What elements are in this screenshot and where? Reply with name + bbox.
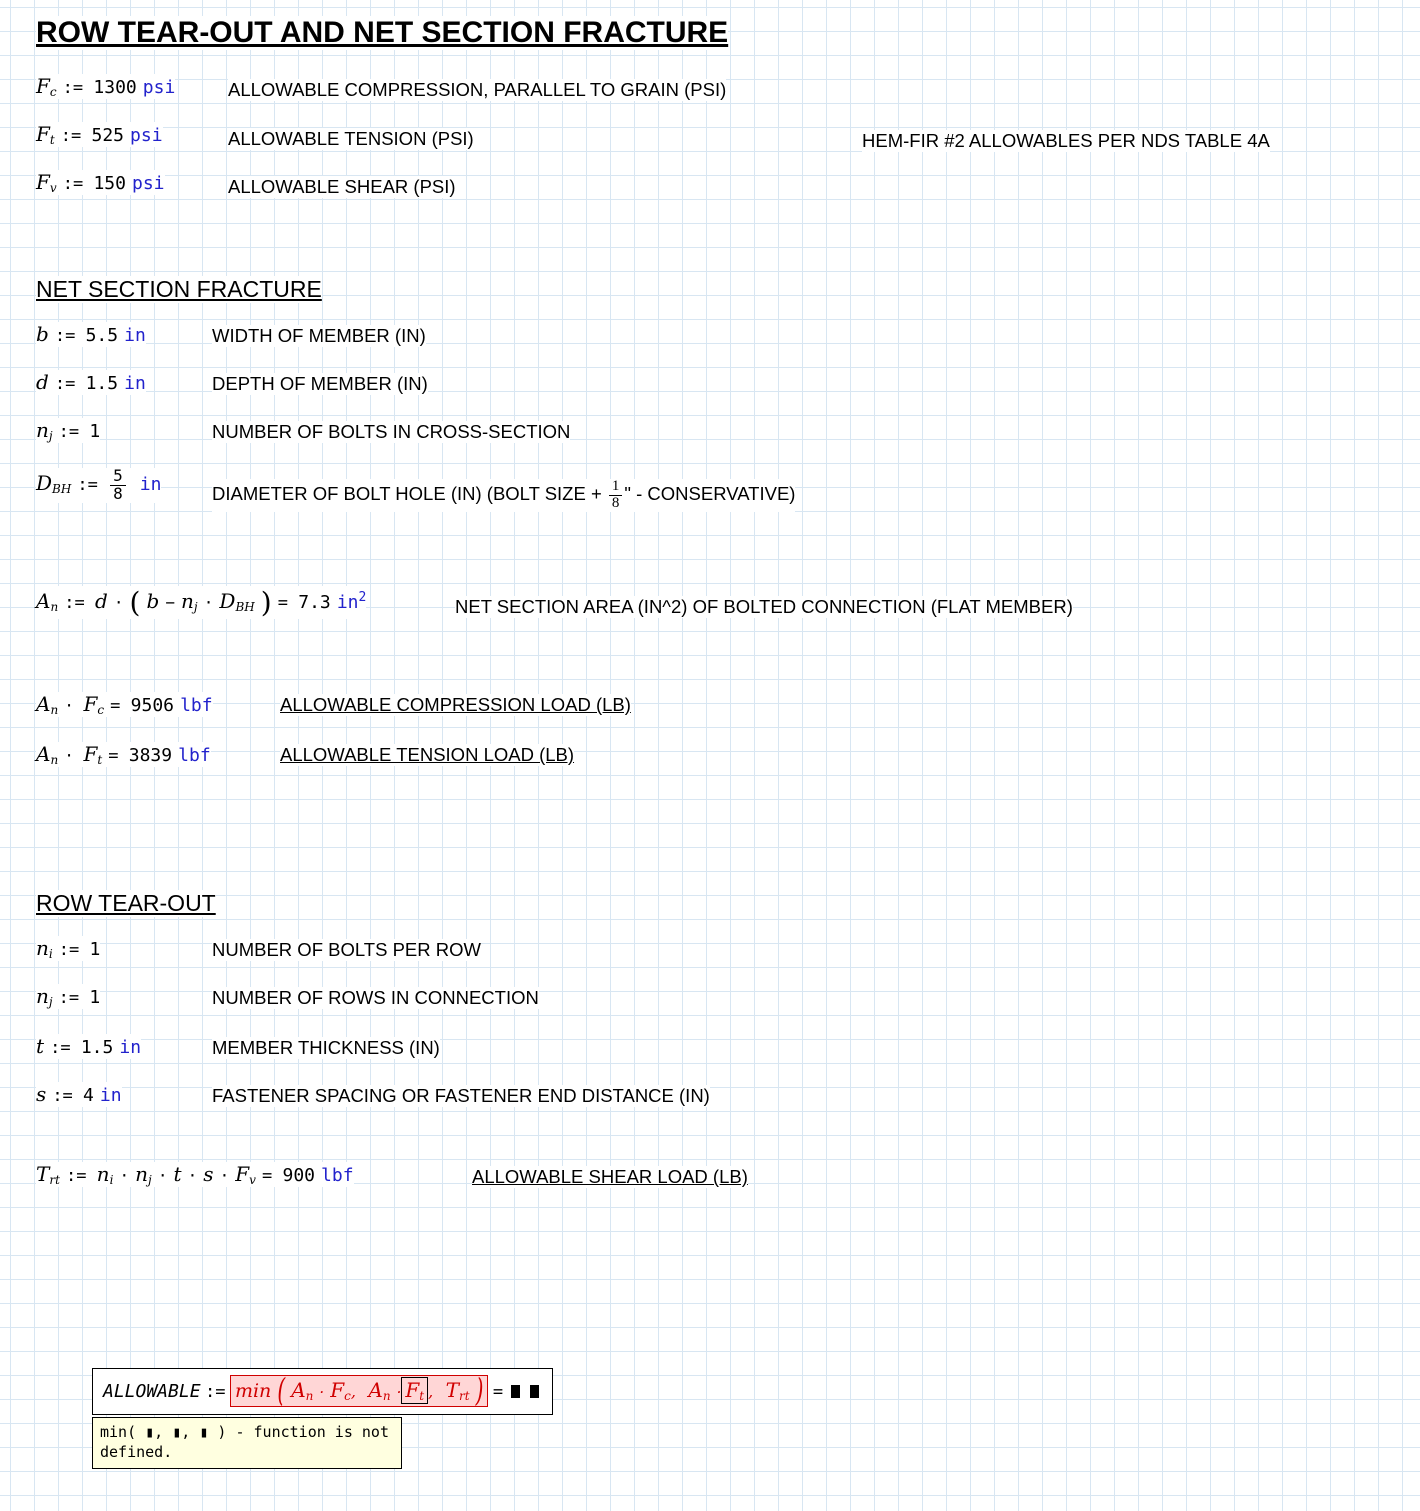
allowable-label: ALLOWABLE: [103, 1381, 201, 1402]
ft-description: ALLOWABLE TENSION (PSI): [228, 128, 474, 149]
ni-value: 1: [89, 939, 101, 960]
fc-value: 1300: [93, 77, 137, 98]
allowable-tension-value: 3839: [128, 745, 173, 766]
net-area-value: 7.3: [298, 592, 331, 613]
dbh-fraction: [110, 468, 126, 503]
fv-description: ALLOWABLE SHEAR (PSI): [228, 176, 456, 197]
equation-allowable-tension[interactable]: $A_n \cdot F_t = 3839$ lbf: [36, 742, 211, 767]
fc-unit: psi: [142, 77, 176, 98]
nj-subscript: j: [48, 429, 53, 443]
dbh-numerator: 5: [113, 466, 123, 485]
equation-allowable-compression[interactable]: $A_n \cdot F_c = 9506$ lbf: [36, 692, 213, 717]
equation-net-area[interactable]: $A_n$ := d · ( $b - n_j \cdot D_{BH}$ ) = 7.3 $in^2$: [36, 586, 367, 619]
b-unit: in: [124, 325, 146, 346]
trt-value: 900: [282, 1165, 315, 1186]
dbh-description: [212, 479, 795, 512]
selected-term-ft[interactable]: $F_t$: [401, 1377, 428, 1404]
ni-subscript: i: [48, 947, 53, 961]
an-sub-1: n: [50, 703, 59, 717]
allowable-equals: =: [492, 1382, 504, 1402]
allowable-compression-unit: lbf: [180, 695, 213, 716]
input-dbh-row[interactable]: $D_{BH}$ := $\frac{5}{8}$ in: [36, 466, 162, 503]
an-sub-2: n: [50, 753, 59, 767]
d-unit: in: [124, 373, 146, 394]
fv-unit: psi: [132, 173, 165, 194]
allowable-fc-row[interactable]: $F_c$ := 1300 psi: [36, 74, 176, 99]
dbh-subscript: BH: [52, 482, 72, 497]
equation-row-tear-out[interactable]: $T_{rt}$ := $n_i \cdot n_j \cdot t \cdot s \cdot F_v = 900$ lbf: [36, 1162, 354, 1187]
result-placeholder-1[interactable]: [511, 1385, 520, 1398]
input-nj-cross-row[interactable]: $n_j$ := 1: [36, 418, 101, 443]
trt-description: ALLOWABLE SHEAR LOAD (LB): [472, 1166, 748, 1187]
min-function-name: min: [234, 1380, 272, 1402]
input-s-row[interactable]: s := 4 in: [36, 1082, 122, 1106]
allowable-min-region[interactable]: [92, 1368, 553, 1415]
nj2-value: 1: [89, 987, 101, 1008]
dbh-desc-den: 8: [611, 494, 620, 511]
species-note: HEM-FIR #2 ALLOWABLES PER NDS TABLE 4A: [862, 130, 1270, 151]
t-description: MEMBER THICKNESS (IN): [212, 1037, 440, 1058]
allowable-ft-row[interactable]: $F_t$ := 525 psi: [36, 122, 163, 147]
dbh-desc-fraction: [609, 479, 623, 512]
allowable-assign: :=: [205, 1382, 226, 1402]
section-heading-net-section: NET SECTION FRACTURE: [36, 276, 322, 302]
t-unit: in: [119, 1037, 142, 1058]
s-unit: in: [99, 1085, 122, 1106]
net-area-unit: in: [336, 592, 359, 613]
d-description: DEPTH OF MEMBER (IN): [212, 373, 428, 394]
b-description: WIDTH OF MEMBER (IN): [212, 325, 426, 346]
input-ni-row[interactable]: $n_i$ := 1: [36, 936, 101, 961]
d-value: 1.5: [85, 373, 119, 394]
b-value: 5.5: [85, 325, 119, 346]
input-nj-rows-row[interactable]: $n_j$ := 1: [36, 984, 101, 1009]
dbh-desc-prefix: DIAMETER OF BOLT HOLE (IN) (BOLT SIZE +: [212, 483, 607, 505]
ni-description: NUMBER OF BOLTS PER ROW: [212, 939, 481, 960]
allowable-compression-value: 9506: [130, 695, 175, 716]
nj2-description: NUMBER OF ROWS IN CONNECTION: [212, 987, 539, 1008]
allowable-tension-description: ALLOWABLE TENSION LOAD (LB): [280, 744, 575, 765]
allowable-compression-description: ALLOWABLE COMPRESSION LOAD (LB): [280, 694, 631, 715]
s-description: FASTENER SPACING OR FASTENER END DISTANCE (IN): [212, 1085, 710, 1106]
net-area-description: NET SECTION AREA (IN^2) OF BOLTED CONNECTION (FLAT MEMBER): [455, 596, 1073, 617]
input-t-row[interactable]: t := 1.5 in: [36, 1034, 142, 1058]
dbh-desc-suffix: " - CONSERVATIVE): [624, 483, 796, 505]
t-value: 1.5: [80, 1037, 114, 1058]
allowable-expression-box[interactable]: [92, 1368, 553, 1415]
error-tooltip: [92, 1417, 402, 1469]
error-tooltip-text: min( ▮, ▮, ▮ ) - function is not defined.: [100, 1423, 389, 1462]
fc-sub-1: c: [97, 703, 105, 717]
min-function-error[interactable]: min ( $A_n \cdot F_c$, $A_n \cdot F_t$ , $T_{rt}$ ): [230, 1375, 488, 1407]
ft-value: 525: [91, 125, 124, 146]
section-heading-row-tear-out: ROW TEAR-OUT: [36, 890, 216, 916]
fv-subscript: v: [49, 181, 57, 195]
nj-value: 1: [89, 421, 101, 442]
ft-unit: psi: [130, 125, 163, 146]
page-title: ROW TEAR-OUT AND NET SECTION FRACTURE: [36, 16, 729, 49]
result-placeholder-2[interactable]: [530, 1385, 539, 1398]
trt-subscript: rt: [49, 1173, 60, 1187]
nj2-subscript: j: [48, 995, 53, 1009]
input-b-row[interactable]: b := 5.5 in: [36, 322, 146, 346]
s-value: 4: [83, 1085, 94, 1106]
fc-subscript: c: [49, 85, 57, 99]
input-d-row[interactable]: d := 1.5 in: [36, 370, 146, 394]
allowable-fv-row[interactable]: $F_v$ := 150 psi: [36, 170, 165, 195]
dbh-denominator: 8: [113, 483, 123, 503]
ft-subscript: t: [49, 133, 55, 147]
nj-description: NUMBER OF BOLTS IN CROSS-SECTION: [212, 421, 571, 442]
dbh-desc-num: 1: [611, 478, 620, 494]
fv-value: 150: [93, 173, 126, 194]
net-area-exponent: 2: [358, 590, 367, 605]
ft-sub-2: t: [97, 753, 103, 767]
trt-unit: lbf: [321, 1165, 354, 1186]
fc-description: ALLOWABLE COMPRESSION, PARALLEL TO GRAIN (PSI): [228, 79, 727, 100]
allowable-tension-unit: lbf: [178, 745, 211, 766]
dbh-unit: in: [139, 474, 162, 496]
